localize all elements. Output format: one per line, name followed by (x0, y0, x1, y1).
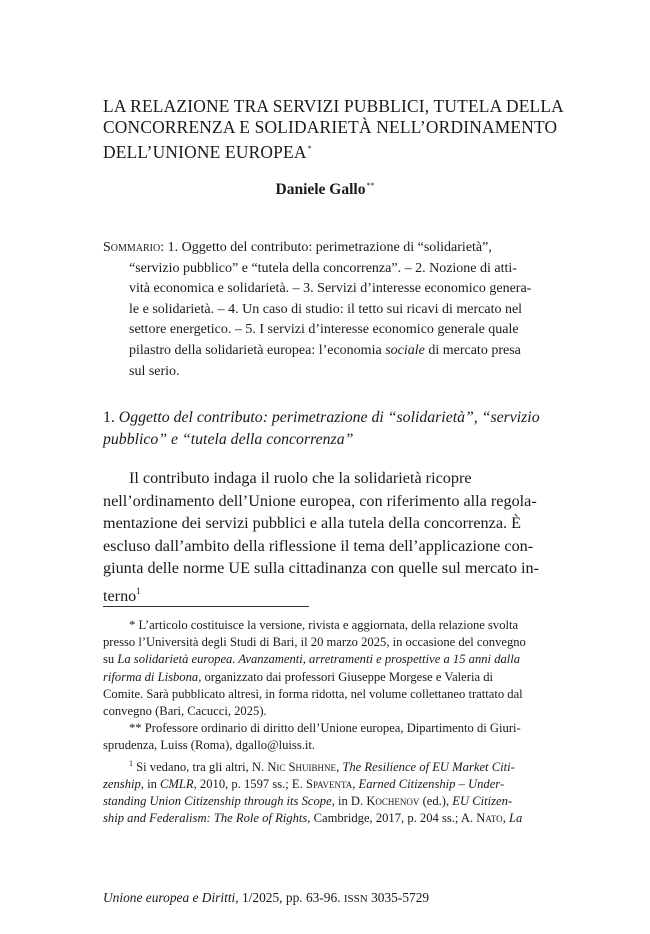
footnote-italic: zenship (103, 776, 141, 791)
footnote-text: Professore ordinario di diritto dell’Unione europea, Dipartimento di Giuri- (141, 721, 521, 736)
footnote-text: , (336, 759, 343, 774)
body-line: mentazione dei servizi pubblici e alla tutela della concorrenza. È (103, 514, 521, 533)
footnote-text: , 2010, p. 1597 ss.; E. (193, 776, 306, 791)
footnote-italic: standing Union Citizenship through its Scope (103, 794, 332, 809)
summary-line: le e solidarietà. – 4. Un caso di studio: il tetto sui ricavi di mercato nel (129, 301, 523, 317)
author-footnote-mark[interactable]: ** (366, 181, 375, 190)
footnote-line: sprudenza, Luiss (Roma), dgallo@luiss.it. (103, 738, 316, 753)
issn-label: ISSN (343, 893, 368, 905)
footnote-italic: EU Citizen- (452, 794, 513, 809)
summary-text: di mercato presa (424, 342, 521, 358)
footnote-italic: La (508, 811, 523, 826)
summary-emphasis: sociale (385, 342, 425, 358)
section-title: Oggetto del contributo: perimetrazione di “solidarietà”, “servizio (118, 409, 540, 426)
author-name (0, 176, 650, 200)
body-line (103, 580, 563, 608)
footnote-text: , in (140, 776, 161, 791)
summary-line: vità economica e solidarietà. – 3. Servizi d’interesse economico genera- (129, 281, 532, 297)
footnote-text: su (103, 652, 118, 667)
footnote-italic: La solidarietà europea. Avanzamenti, arretramenti e prospettive a 15 anni dalla (117, 652, 521, 667)
summary-label: Sommario (103, 240, 161, 255)
section-number: 1. (103, 409, 119, 426)
footnote-author: Kochenov (366, 794, 420, 809)
title-footnote-mark[interactable]: * (307, 144, 312, 153)
footnote-italic: riforma di Lisbona (103, 669, 199, 684)
issn-number: 3035-5729 (367, 890, 430, 905)
body-line: giunta delle norme UE sulla cittadinanza con quelle sul mercato in- (103, 559, 540, 578)
title-line-text: DELL’UNIONE EUROPEA (103, 142, 307, 162)
footnote-line (103, 617, 563, 634)
footnote-line (103, 755, 563, 776)
body-line: Il contributo indaga il ruolo che la solidarietà ricopre (129, 469, 472, 487)
footnote-line (103, 720, 563, 737)
body-line: nell’ordinamento dell’Unione europea, con riferimento alla regola- (103, 491, 537, 510)
footnote-italic: The Resilience of EU Market Citi- (342, 759, 515, 774)
footnote-line (103, 669, 563, 686)
summary-line: “servizio pubblico” e “tutela della concorrenza”. – 2. Nozione di atti- (129, 260, 517, 276)
footnote-author: Nato (476, 811, 503, 826)
footnote-text: Si vedano, tra gli altri, N. (133, 759, 268, 774)
summary-text: : 1. Oggetto del contributo: perimetrazione di “solidarietà”, (160, 240, 492, 255)
title-line: LA RELAZIONE TRA SERVIZI PUBBLICI, TUTELA DELLA (103, 96, 564, 116)
body-paragraph (103, 467, 563, 608)
footnote-italic: CMLR (160, 776, 194, 791)
summary-line (103, 238, 563, 259)
footnote-text: , organizzato dai professori Giuseppe Morgese e Valeria di (198, 669, 494, 684)
footnote-italic: ship and Federalism: The Role of Rights (103, 811, 308, 826)
footnote-mark: * (129, 618, 136, 632)
footnote-text: , (352, 776, 359, 791)
footnote-text: (ed.), (419, 794, 453, 809)
footnotes (103, 617, 563, 827)
section-heading-line (103, 429, 573, 451)
summary-text: pilastro della solidarietà europea: l’economia (129, 342, 386, 358)
author-name-text: Daniele Gallo (275, 181, 366, 198)
summary-line: sul serio. (129, 363, 180, 379)
summary-line: settore energetico. – 5. I servizi d’interesse economico generale quale (129, 322, 519, 338)
title-line (103, 138, 573, 163)
footnote-line: Comite. Sarà pubblicato altresì, in forma ridotta, nel volume collettaneo trattato dal (103, 686, 523, 701)
article-title (103, 96, 573, 163)
footnote-mark: ** (129, 721, 142, 736)
title-line: CONCORRENZA E SOLIDARIETÀ NELL’ORDINAMENTO (103, 117, 558, 137)
page-footer (103, 889, 573, 908)
footnote-author: Spaventa (305, 776, 353, 791)
footnote-text: , (502, 811, 509, 826)
footnote-ref[interactable]: 1 (136, 585, 141, 596)
footnote-italic: Earned Citizenship – Under- (358, 776, 505, 791)
footnote-mark: 1 (129, 758, 133, 768)
footnote-line (103, 651, 563, 668)
footnote-line (103, 776, 563, 793)
section-heading-line (103, 407, 573, 429)
footnote-line: convegno (Bari, Cacucci, 2025). (103, 704, 267, 719)
footnote-text: L’articolo costituisce la versione, rivista e aggiornata, della relazione svolta (135, 618, 519, 632)
body-line: escluso dall’ambito della riflessione il tema dell’applicazione con- (103, 536, 534, 555)
footnote-author: Nic Shuibhne (267, 759, 337, 774)
footnote-text: , in D. (331, 794, 367, 809)
footnote-line (103, 793, 563, 810)
summary-line (103, 341, 563, 362)
section-title: pubblico” e “tutela della concorrenza” (103, 430, 354, 448)
journal-name: Unione europea e Diritti (103, 890, 236, 905)
summary (103, 238, 563, 382)
footnote-text: , Cambridge, 2017, p. 204 ss.; A. (307, 811, 477, 826)
issue-info: , 1/2025, pp. 63-96. (235, 890, 344, 905)
footnote-line (103, 810, 563, 827)
footnote-divider (103, 606, 309, 607)
section-heading (103, 407, 573, 450)
footnote-line: presso l’Università degli Studi di Bari, il 20 marzo 2025, in occasione del convegno (103, 635, 526, 650)
body-text: terno (103, 586, 137, 605)
